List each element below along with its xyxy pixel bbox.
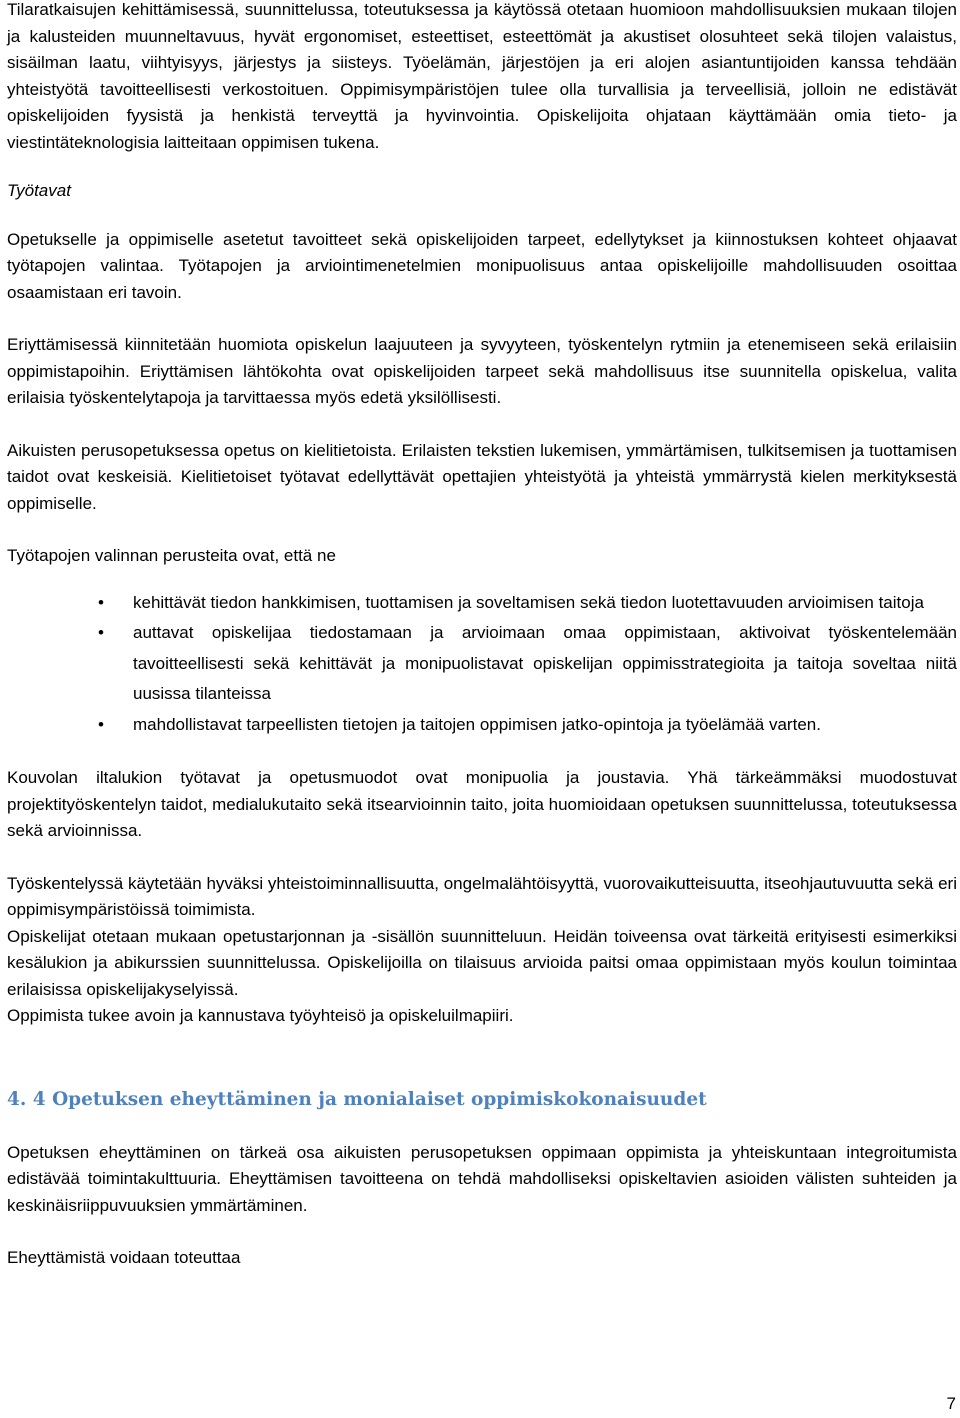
bullet-symbol: •: [98, 714, 104, 734]
bullet-text: mahdollistavat tarpeellisten tietojen ja taitojen oppimisen jatko-opintoja ja työelämää varten.: [133, 714, 821, 734]
tyotavat-paragraph-3: Aikuisten perusopetuksessa opetus on kielitietoista. Erilaisten tekstien lukemisen, ymmärtämisen, tulkitsemisen ja tuottamisen taidot ovat keskeisiä. Kielitietoiset työtavat edellyttävät opettajien yhteistyötä ja yhteistä ymmärrystä kielen merkityksestä oppimiselle.: [7, 440, 957, 513]
page-number: 7: [946, 1394, 956, 1413]
tyotavat-bullet-list: [7, 588, 957, 741]
tyotavat-bullets-intro: Työtapojen valinnan perusteita ovat, että ne: [7, 546, 336, 565]
bullet-symbol: •: [98, 592, 104, 612]
document-page: [7, 0, 957, 1272]
bullet-item: [7, 618, 957, 710]
student-involvement-paragraph: Opiskelijat otetaan mukaan opetustarjonnan ja -sisällön suunnitteluun. Heidän toiveensa ovat tärkeitä erityisesti esimerkiksi kesälukion ja abikurssien suunnittelussa. Opiskelijoilla on tilaisuus arvioida paitsi omaa oppimistaan myös koulun toimintaa erilaisissa opiskelijakyselyissä.: [7, 926, 957, 999]
bullet-text: auttavat opiskelijaa tiedostamaan ja arvioimaan omaa oppimistaan, aktivoivat työskentelemään tavoitteellisesti sekä kehittävät ja monipuolistavat opiskelijan oppimisstrategioita ja taitoja soveltaa niitä uusissa tilanteissa: [133, 623, 957, 703]
bullet-text: kehittävät tiedon hankkimisen, tuottamisen ja soveltamisen sekä tiedon luotettavuuden arvioimisen taitoja: [133, 592, 924, 612]
section-heading-4-4: 4. 4 Opetuksen eheyttäminen ja monialaiset oppimiskokonaisuudet: [7, 1088, 707, 1110]
intro-paragraph: Tilaratkaisujen kehittämisessä, suunnittelussa, toteutuksessa ja käytössä otetaan huomioon mahdollisuuksien mukaan tilojen ja kalusteiden muunneltavuus, hyvät ergonomiset, esteettiset, esteettömät ja akustiset olosuhteet sekä tilojen valaistus, sisäilman laatu, viihtyisyys, järjestys ja siisteys. Työelämän, järjestöjen ja eri alojen asiantuntijoiden kanssa tehdään yhteistyötä tavoitteellisesti verkostoituen. Oppimisympäristöjen tulee olla turvallisia ja terveellisiä, jolloin ne edistävät opiskelijoiden fyysistä ja henkistä terveyttä ja hyvinvointia. Opiskelijoita ohjataan käyttämään omia tieto- ja viestintäteknologisia laitteitaan oppimisen tukena.: [7, 0, 957, 152]
collaboration-paragraph: Työskentelyssä käytetään hyväksi yhteistoiminnallisuutta, ongelmalähtöisyyttä, vuorovaikutteisuutta, itseohjautuvuutta sekä eri oppimisympäristöissä toimimista.: [7, 873, 957, 919]
bullet-item: [7, 588, 957, 619]
tyotavat-subheading: Työtavat: [7, 181, 71, 200]
bullet-item: [7, 710, 957, 741]
tyotavat-paragraph-2: Eriyttämisessä kiinnitetään huomiota opiskelun laajuuteen ja syvyyteen, työskentelyn rytmiin ja etenemiseen sekä erilaisiin oppimistapoihin. Eriyttämisen lähtökohta ovat opiskelijoiden tarpeet sekä mahdollisuus itse suunnitella opiskelua, valita erilaisia työskentelytapoja ja tarvittaessa myös edetä yksilöllisesti.: [7, 335, 957, 407]
integration-paragraph: Opetuksen eheyttäminen on tärkeä osa aikuisten perusopetuksen oppimaan oppimista ja yhteiskuntaan integroitumista edistävää toimintakulttuuria. Eheyttämisen tavoitteena on tehdä mahdolliseksi opiskeltavien asioiden välisten suhteiden ja keskinäisriippuvuuksien ymmärtäminen.: [7, 1142, 957, 1215]
bullet-symbol: •: [98, 623, 104, 642]
integration-lead-in: Eheyttämistä voidaan toteuttaa: [7, 1248, 241, 1267]
tyotavat-paragraph-1: Opetukselle ja oppimiselle asetetut tavoitteet sekä opiskelijoiden tarpeet, edellytykset ja kiinnostuksen kohteet ohjaavat työtapojen valintaa. Työtapojen ja arviointimenetelmien monipuolisuus antaa opiskelijoille mahdollisuuden osoittaa osaamistaan eri tavoin.: [7, 229, 957, 302]
kouvola-paragraph: Kouvolan iltalukion työtavat ja opetusmuodot ovat monipuolia ja joustavia. Yhä tärkeämmäksi muodostuvat projektityöskentelyn taidot, medialukutaito sekä itsearvioinnin taito, joita huomioidaan opetuksen suunnittelussa, toteutuksessa sekä arvioinnissa.: [7, 768, 957, 840]
learning-climate-paragraph: Oppimista tukee avoin ja kannustava työyhteisö ja opiskeluilmapiiri.: [7, 1006, 514, 1025]
